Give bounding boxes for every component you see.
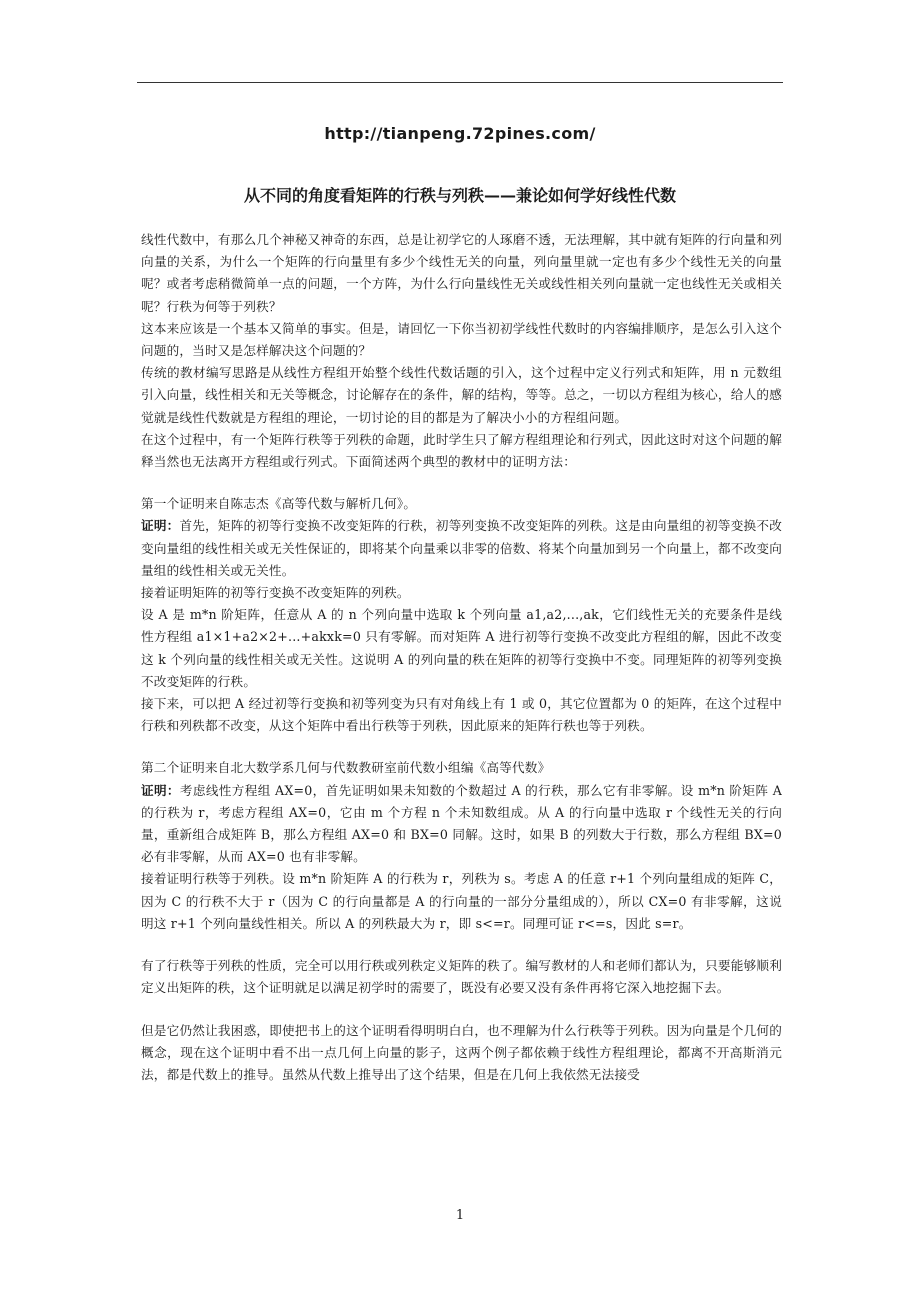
paragraph: 有了行秩等于列秩的性质，完全可以用行秩或列秩定义矩阵的秩了。编写教材的人和老师们都认为，只要能够顺利定义出矩阵的秩，这个证明就足以满足初学时的需要了，既没有必要又没有条件再将它深入地挖掘下去。 [141, 958, 782, 996]
spacer [141, 935, 782, 955]
paragraph: 但是它仍然让我困惑，即使把书上的这个证明看得明明白白，也不理解为什么行秩等于列秩。因为向量是个几何的概念，现在这个证明中看不出一点几何上向量的影子，这两个例子都依赖于线性方程组理论，都离不开高斯消元法，都是代数上的推导。虽然从代数上推导出了这个结果，但是在几何上我依然无法接受 [141, 1022, 782, 1082]
header-url: http://tianpeng.72pines.com/ [324, 124, 596, 143]
proof-paragraph [141, 780, 782, 869]
header-rule [137, 82, 783, 83]
paragraph: 线性代数中，有那么几个神秘又神奇的东西，总是让初学它的人琢磨不透，无法理解，其中就有矩阵的行向量和列向量的关系，为什么一个矩阵的行向量里有多少个线性无关的向量，列向量里就一定也有多少个线性无关的向量呢？或者考虑稍微简单一点的问题，一个方阵，为什么行向量线性无关或线性相关列向量就一定也线性无关或相关呢？行秩为何等于列秩？ [141, 232, 782, 314]
paragraph: 设 A 是 m*n 阶矩阵，任意从 A 的 n 个列向量中选取 k 个列向量 a1,a2,...,ak，它们线性无关的充要条件是线性方程组 a1×1+a2×2+...+akxk=0 只有零解。而对矩阵 A 进行初等行变换不改变此方程组的解，因此不改变这 k 个列向量的线性相关或无关性。这说明 A 的列向量的秩在矩阵的初等行变换中不变。同理矩阵的初等列变换不改变矩阵的行秩。 [141, 607, 782, 689]
paragraph: 接着证明行秩等于列秩。设 m*n 阶矩阵 A 的行秩为 r，列秩为 s。考虑 A 的任意 r+1 个列向量组成的矩阵 C，因为 C 的行秩不大于 r（因为 C 的行向量都是 A 的行向量的一部分分量组成的），所以 CX=0 有非零解，这说明这 r+1 个列向量线性相关。所以 A 的列秩最大为 r，即 s<=r。同理可证 r<=s，因此 s=r。 [141, 871, 782, 931]
paragraph: 第一个证明来自陈志杰《高等代数与解析几何》。 [141, 496, 417, 512]
page-number: 1 [455, 1208, 465, 1223]
paragraph: 第二个证明来自北大数学系几何与代数教研室前代数小组编《高等代数》 [141, 760, 551, 776]
proof-label: 证明： [141, 518, 180, 534]
spacer [141, 737, 782, 757]
article-body [141, 229, 782, 1086]
proof-label: 证明： [141, 782, 180, 798]
paragraph: 传统的教材编写思路是从线性方程组开始整个线性代数话题的引入，这个过程中定义行列式和矩阵，用 n 元数组引入向量，线性相关和无关等概念，讨论解存在的条件，解的结构，等等。总之，一切以方程组为核心，给人的感觉就是线性代数就是方程组的理论，一切讨论的目的都是为了解决小小的方程组问题。 [141, 365, 782, 425]
spacer [141, 473, 782, 493]
proof-paragraph [141, 515, 782, 582]
proof-text: 首先，矩阵的初等行变换不改变矩阵的行秩，初等列变换不改变矩阵的列秩。这是由向量组的初等变换不改变向量组的线性相关或无关性保证的，即将某个向量乘以非零的倍数、将某个向量加到另一个向量上，都不改变向量组的线性相关或无关性。 [141, 518, 782, 578]
paragraph: 接着证明矩阵的初等行变换不改变矩阵的列秩。 [141, 585, 410, 601]
paragraph: 在这个过程中，有一个矩阵行秩等于列秩的命题，此时学生只了解方程组理论和行列式，因此这时对这个问题的解释当然也无法离开方程组或行列式。下面简述两个典型的教材中的证明方法： [141, 431, 782, 470]
paragraph: 接下来，可以把 A 经过初等行变换和初等列变为只有对角线上有 1 或 0，其它位置都为 0 的矩阵，在这个过程中行秩和列秩都不改变，从这个矩阵中看出行秩等于列秩，因此原来的矩阵行秩也等于列秩。 [141, 696, 782, 734]
proof-text: 考虑线性方程组 AX=0，首先证明如果未知数的个数超过 A 的行秩，那么它有非零解。设 m*n 阶矩阵 A 的行秩为 r，考虑方程组 AX=0，它由 m 个方程 n 个未知数组成。从 A 的行向量中选取 r 个线性无关的行向量，重新组合成矩阵 B，那么方程组 AX=0 和 BX=0 同解。这时，如果 B 的列数大于行数，那么方程组 BX=0 必有非零解，从而 AX=0 也有非零解。 [141, 782, 782, 865]
spacer [141, 1000, 782, 1020]
paragraph: 这本来应该是一个基本又简单的事实。但是，请回忆一下你当初初学线性代数时的内容编排顺序，是怎么引入这个问题的，当时又是怎样解决这个问题的？ [141, 320, 782, 359]
article-title: 从不同的角度看矩阵的行秩与列秩——兼论如何学好线性代数 [243, 186, 676, 205]
